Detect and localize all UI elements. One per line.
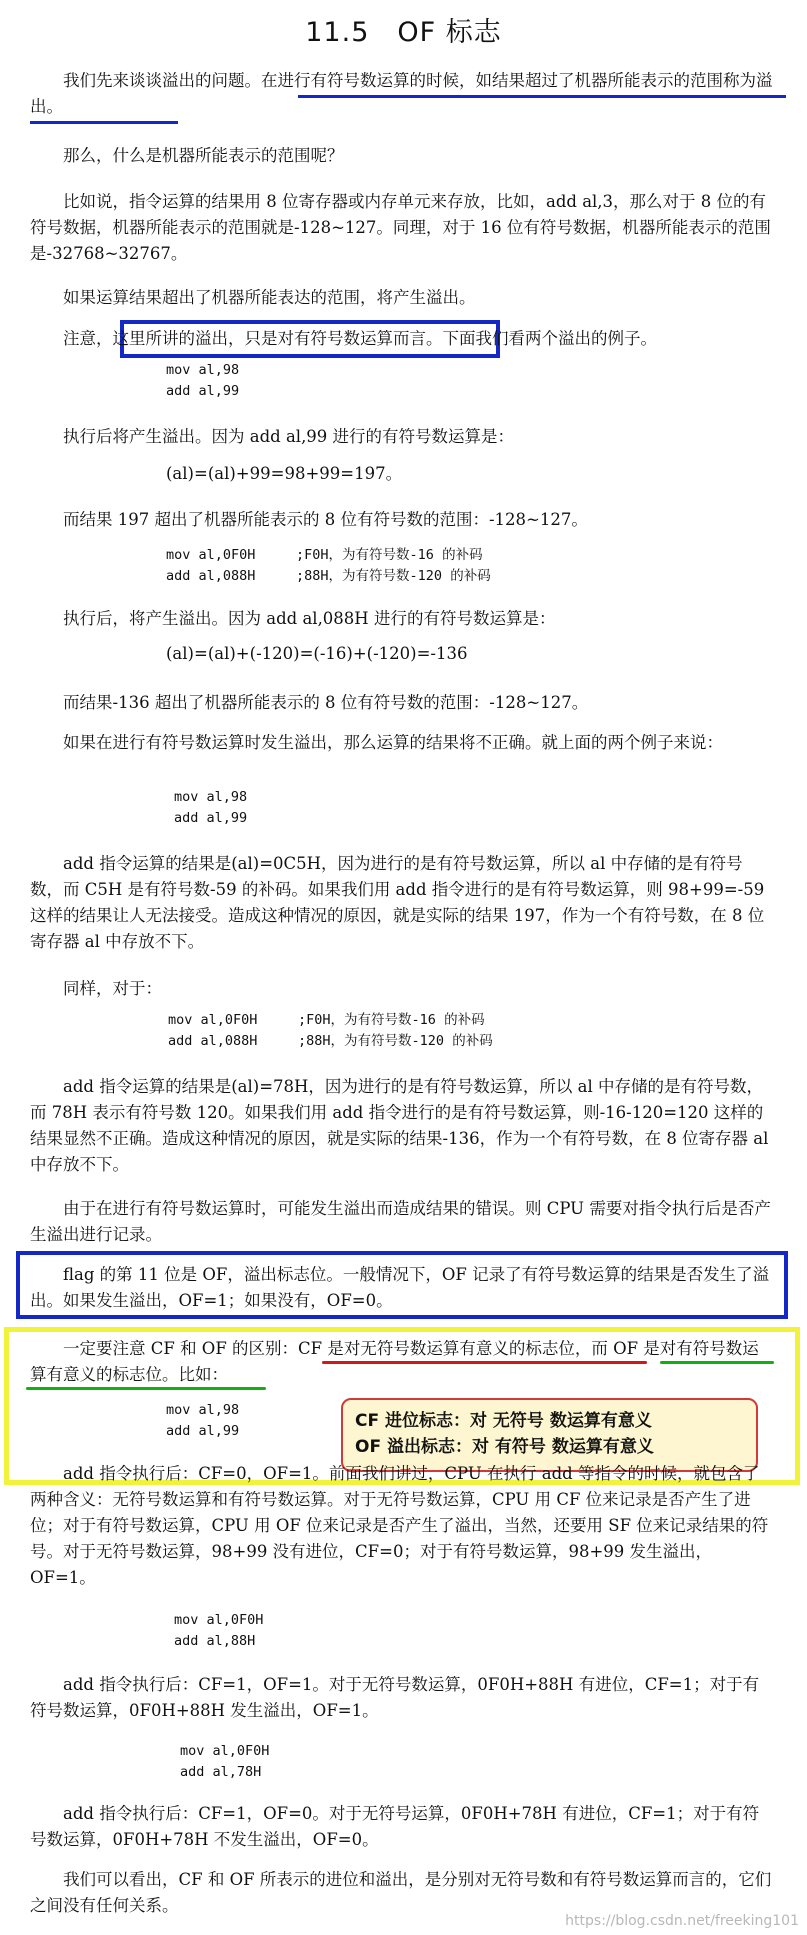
- code-block: mov al,0F0H ;F0H，为有符号数-16 的补码 add al,088H ;88H，为有符号数-120 的补码: [166, 547, 491, 584]
- callout-line: OF 溢出标志：对 有符号 数运算有意义: [355, 1437, 654, 1457]
- paragraph-similarly: 同样，对于：: [63, 979, 162, 998]
- annotation-underline-blue: [30, 121, 178, 124]
- paragraph-conclusion: 我们可以看出，CF 和 OF 所表示的进位和溢出，是分别对无符号数和有符号数运算而言的，它们之间没有任何关系。: [30, 1870, 772, 1915]
- annotation-underline-green: [26, 1387, 266, 1390]
- annotation-underline-blue: [298, 95, 786, 98]
- code-block: mov al,98 add al,99: [166, 362, 240, 399]
- paragraph-add-98-99: add 指令执行后：CF=0，OF=1。前面我们讲过，CPU 在执行 add 等指令的时候，就包含了两种含义：无符号数运算和有符号数运算。对于无符号数运算，CPU 用 CF 位来记录是否产生了进位；对于有符号数运算，CPU 用 OF 位来记录是否产生了溢出，当然，还要用 SF 位来记录结果的符号。对于无符号数运算，98+99 没有进位，CF=0；对于有符号数运算，98+99 发生溢出，OF=1。: [30, 1464, 769, 1587]
- code-block: mov al,98 add al,99: [166, 1402, 240, 1439]
- formula: (al)=(al)+99=98+99=197。: [166, 464, 403, 483]
- paragraph-cpu-record: 由于在进行有符号数运算时，可能发生溢出而造成结果的错误。则 CPU 需要对指令执行后是否产生溢出进行记录。: [30, 1199, 771, 1244]
- paragraph-cf-of-difference: 一定要注意 CF 和 OF 的区别：CF 是对无符号数运算有意义的标志位，而 OF 是对有符号数运算有意义的标志位。比如：: [30, 1339, 759, 1384]
- paragraph-note-signed: 注意，这里所讲的溢出，只是对有符号数运算而言。下面我们看两个溢出的例子。: [63, 329, 657, 348]
- code-block: mov al,0F0H ;F0H，为有符号数-16 的补码 add al,088H ;88H，为有符号数-120 的补码: [168, 1012, 493, 1049]
- code-block: mov al,0F0H add al,88H: [174, 1612, 264, 1649]
- watermark: https://blog.csdn.net/freeking101: [565, 1913, 799, 1929]
- paragraph-range-question: 那么，什么是机器所能表示的范围呢？: [63, 146, 344, 165]
- paragraph-c5h-explanation: add 指令运算的结果是(al)=0C5H，因为进行的是有符号数运算，所以 al 中存储的是有符号数，而 C5H 是有符号数-59 的补码。如果我们用 add 指令进行的是有符号数运算，则 98+99=-59 这样的结果让人无法接受。造成这种情况的原因，就是实际的结果 197，作为一个有符号数，在 8 位寄存器 al 中存放不下。: [30, 854, 765, 951]
- paragraph-result-197: 而结果 197 超出了机器所能表示的 8 位有符号数的范围：-128~127。: [63, 510, 588, 529]
- paragraph-result-136: 而结果-136 超出了机器所能表示的 8 位有符号数的范围：-128~127。: [63, 693, 589, 712]
- paragraph-add-f0-78: add 指令执行后：CF=1，OF=0。对于无符号运算，0F0H+78H 有进位，CF=1；对于有符号数运算，0F0H+78H 不发生溢出，OF=0。: [30, 1804, 760, 1849]
- paragraph-exec-overflow: 执行后将产生溢出。因为 add al,99 进行的有符号数运算是：: [63, 427, 515, 446]
- code-block: mov al,0F0H add al,78H: [180, 1743, 270, 1780]
- paragraph-incorrect-result: 如果在进行有符号数运算时发生溢出，那么运算的结果将不正确。就上面的两个例子来说：: [63, 733, 723, 752]
- paragraph-overflow-intro: 我们先来谈谈溢出的问题。在进行有符号数运算的时候，如结果超过了机器所能表示的范围称为溢出。: [30, 71, 773, 116]
- paragraph-78h-explanation: add 指令运算的结果是(al)=78H，因为进行的是有符号数运算，所以 al 中存储的是有符号数，而 78H 表示有符号数 120。如果我们用 add 指令进行的是有符号数运算，则-16-120=120 这样的结果显然不正确。造成这种情况的原因，就是实际的结果-136，作为一个有符号数，在 8 位寄存器 al 中存放不下。: [30, 1077, 769, 1174]
- formula: (al)=(al)+(-120)=(-16)+(-120)=-136: [166, 644, 468, 663]
- callout-line: CF 进位标志：对 无符号 数运算有意义: [355, 1411, 652, 1431]
- paragraph-exec-overflow-2: 执行后，将产生溢出。因为 add al,088H 进行的有符号数运算是：: [63, 609, 556, 628]
- page-title: 11.5 OF 标志: [305, 17, 502, 48]
- annotation-underline-red: [322, 1361, 647, 1364]
- paragraph-add-f0-88: add 指令执行后：CF=1，OF=1。对于无符号数运算，0F0H+88H 有进位，CF=1；对于有符号数运算，0F0H+88H 发生溢出，OF=1。: [30, 1675, 760, 1720]
- code-block: mov al,98 add al,99: [174, 789, 248, 826]
- paragraph-of-definition: flag 的第 11 位是 OF，溢出标志位。一般情况下，OF 记录了有符号数运算的结果是否发生了溢出。如果发生溢出，OF=1；如果没有，OF=0。: [30, 1265, 770, 1310]
- paragraph-range-example: 比如说，指令运算的结果用 8 位寄存器或内存单元来存放，比如，add al,3，那么对于 8 位的有符号数据，机器所能表示的范围就是-128~127。同理，对于 16 位有符号数据，机器所能表示的范围是-32768~32767。: [30, 192, 771, 263]
- annotation-underline-green: [660, 1361, 774, 1364]
- paragraph-overflow-rule: 如果运算结果超出了机器所能表达的范围，将产生溢出。: [63, 288, 476, 307]
